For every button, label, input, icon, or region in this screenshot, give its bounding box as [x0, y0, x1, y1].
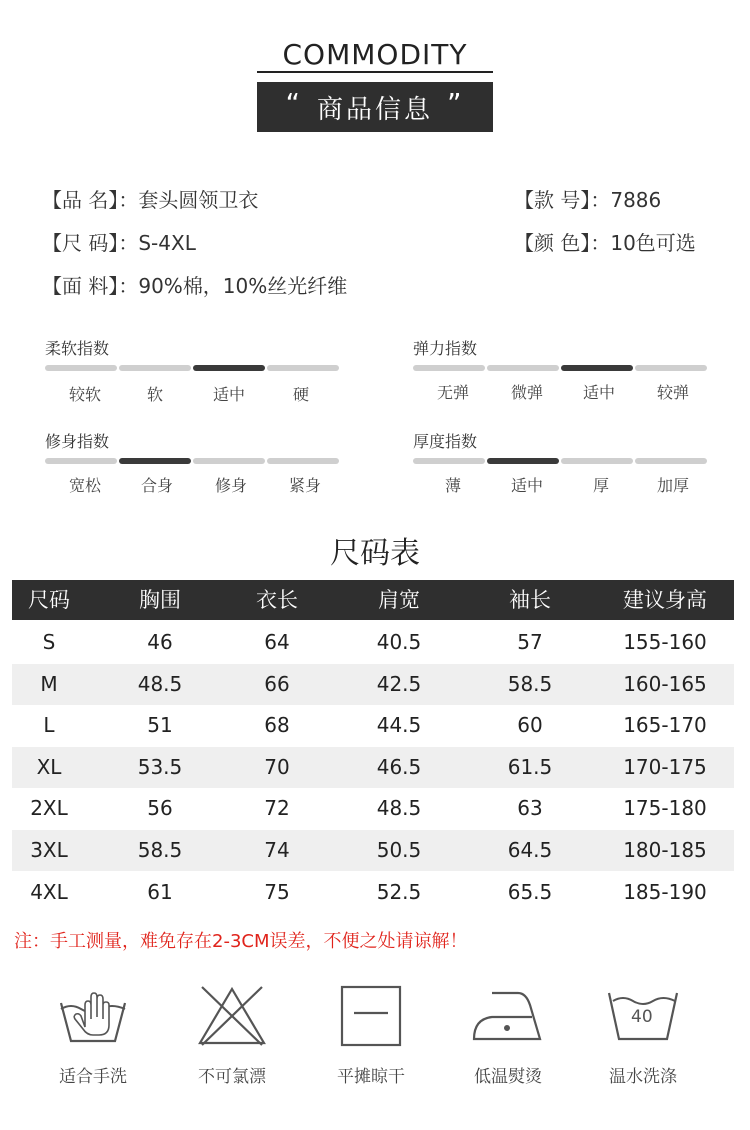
index-option: 宽松 — [68, 476, 101, 495]
table-cell: 74 — [264, 838, 290, 862]
index-bar — [267, 365, 339, 371]
table-row — [12, 872, 734, 913]
index-bar — [413, 365, 485, 371]
table-cell: 4XL — [30, 879, 68, 904]
table-cell: S — [42, 630, 56, 654]
table-cell: 48.5 — [376, 796, 422, 821]
table-cell: 155-160 — [623, 630, 707, 654]
info-fabric-value: 90%棉，10%丝光纤维 — [138, 274, 348, 298]
index-bar — [119, 458, 191, 464]
quote-close: ” — [447, 86, 465, 120]
info-color-value: 10色可选 — [610, 231, 696, 255]
table-cell: 57 — [517, 630, 543, 654]
info-style-label: 【款 号】： — [514, 188, 611, 212]
table-cell: 66 — [264, 671, 290, 696]
table-cell: 61 — [147, 879, 173, 904]
index-bar — [413, 458, 485, 464]
info-fabric-label: 【面 料】： — [42, 274, 139, 298]
col-header-height: 建议身高 — [623, 588, 707, 612]
index-option: 较弹 — [656, 383, 689, 402]
table-cell: 40.5 — [376, 630, 422, 654]
info-color-label: 【颜 色】： — [514, 231, 611, 255]
index-option: 适中 — [582, 383, 615, 402]
table-row — [12, 664, 734, 705]
table-cell: 46 — [147, 630, 173, 654]
index-option: 较软 — [68, 385, 101, 404]
table-cell: 2XL — [30, 796, 68, 821]
index-title: 柔软指数 — [45, 339, 110, 358]
hand-wash-label: 适合手洗 — [59, 1067, 127, 1087]
index-elasticity — [413, 336, 713, 415]
table-cell: 58.5 — [137, 838, 183, 862]
table-cell: 175-180 — [623, 796, 707, 821]
index-title: 弹力指数 — [413, 339, 478, 358]
col-header-sleeve: 袖长 — [509, 588, 551, 612]
table-cell: 52.5 — [376, 879, 422, 904]
index-option: 适中 — [212, 385, 245, 404]
info-name-label: 【品 名】： — [42, 188, 139, 212]
no-bleach-label: 不可氯漂 — [198, 1067, 266, 1087]
table-row — [12, 705, 734, 746]
hand-wash-icon — [55, 983, 131, 1049]
low-iron-icon — [470, 983, 546, 1049]
header-title-en: COMMODITY — [282, 38, 468, 71]
flat-dry-icon — [334, 983, 410, 1049]
info-size — [42, 227, 196, 256]
index-bar — [267, 458, 339, 464]
index-option: 适中 — [510, 476, 543, 495]
flat-dry-label: 平摊晾干 — [337, 1067, 405, 1087]
index-bar — [561, 458, 633, 464]
table-cell: M — [40, 671, 58, 696]
table-cell: 50.5 — [376, 838, 422, 862]
info-size-value: S-4XL — [138, 231, 196, 255]
index-fit — [45, 429, 345, 508]
table-cell: 170-175 — [623, 754, 707, 779]
index-bar — [561, 365, 633, 371]
index-option: 厚 — [592, 476, 609, 495]
measurement-note: 注：手工测量，难免存在2-3CM误差，不便之处请谅解！ — [14, 931, 468, 952]
info-style-value: 7886 — [610, 188, 662, 212]
warm-wash-label: 温水洗涤 — [609, 1067, 677, 1087]
index-bar — [635, 458, 707, 464]
info-name — [42, 184, 258, 213]
index-option: 无弹 — [436, 383, 469, 402]
index-bar — [45, 458, 117, 464]
info-color — [514, 227, 696, 256]
index-option: 紧身 — [288, 476, 321, 495]
table-cell: 63 — [517, 796, 543, 821]
index-option: 薄 — [444, 476, 461, 495]
index-softness — [45, 336, 345, 415]
index-bar — [193, 458, 265, 464]
header-banner — [257, 82, 493, 132]
col-header-length: 衣长 — [256, 588, 298, 612]
table-cell: 42.5 — [376, 671, 422, 696]
table-cell: 58.5 — [507, 671, 553, 696]
col-header-size: 尺码 — [28, 588, 70, 612]
table-cell: 68 — [264, 713, 290, 738]
table-cell: 70 — [264, 754, 290, 779]
table-cell: 64 — [264, 630, 290, 654]
table-cell: 51 — [147, 713, 173, 738]
table-cell: 72 — [264, 796, 290, 821]
table-cell: 75 — [264, 879, 290, 904]
col-header-chest: 胸围 — [139, 588, 181, 612]
table-cell: 61.5 — [507, 754, 553, 779]
table-row — [12, 622, 734, 663]
header-divider — [257, 71, 493, 73]
index-option: 微弹 — [510, 383, 543, 402]
low-iron-label: 低温熨烫 — [474, 1067, 542, 1087]
table-cell: 46.5 — [376, 754, 422, 779]
table-cell: 165-170 — [623, 713, 707, 738]
table-cell: 44.5 — [376, 713, 422, 738]
header-title-cn: 商品信息 — [316, 94, 433, 125]
index-option: 硬 — [292, 385, 309, 404]
table-cell: 3XL — [30, 838, 68, 862]
index-title: 厚度指数 — [413, 432, 478, 451]
table-cell: XL — [36, 754, 62, 779]
index-bar — [635, 365, 707, 371]
table-cell: 65.5 — [507, 879, 553, 904]
info-fabric — [42, 270, 347, 299]
index-title: 修身指数 — [45, 432, 110, 451]
no-bleach-icon — [194, 983, 270, 1049]
table-cell: 56 — [147, 796, 173, 821]
quote-open: “ — [285, 86, 303, 120]
table-cell: L — [43, 713, 55, 738]
index-bar — [487, 365, 559, 371]
table-cell: 160-165 — [623, 671, 707, 696]
col-header-shoulder: 肩宽 — [378, 588, 420, 612]
table-cell: 180-185 — [623, 838, 707, 862]
size-table-header — [12, 580, 734, 620]
index-bar — [487, 458, 559, 464]
index-option: 加厚 — [656, 476, 689, 495]
index-option: 修身 — [214, 476, 247, 495]
index-option: 合身 — [140, 476, 173, 495]
index-bar — [193, 365, 265, 371]
wash-temperature: 40 — [631, 1007, 653, 1027]
index-thickness — [413, 429, 713, 508]
table-row — [12, 830, 734, 871]
index-bar — [45, 365, 117, 371]
info-size-label: 【尺 码】： — [42, 231, 139, 255]
table-cell: 60 — [517, 713, 543, 738]
info-style — [514, 184, 661, 213]
table-cell: 53.5 — [137, 754, 183, 779]
table-cell: 64.5 — [507, 838, 553, 862]
info-name-value: 套头圆领卫衣 — [138, 188, 259, 212]
index-bar — [119, 365, 191, 371]
table-cell: 48.5 — [137, 671, 183, 696]
table-cell: 185-190 — [623, 879, 707, 904]
table-row — [12, 788, 734, 829]
size-table-title: 尺码表 — [330, 536, 420, 571]
table-row — [12, 747, 734, 788]
index-option: 软 — [146, 385, 163, 404]
